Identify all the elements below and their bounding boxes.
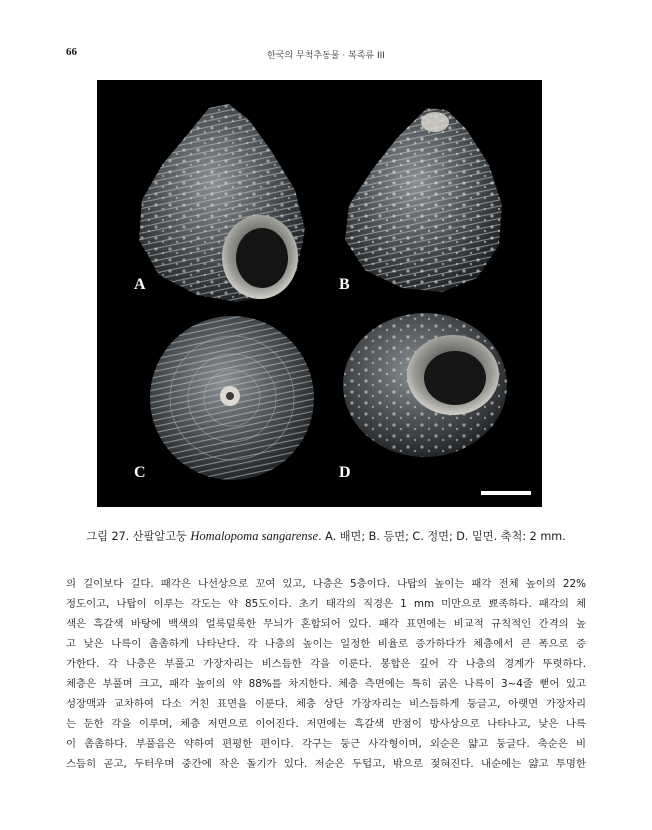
page-number: 66 [66, 46, 77, 58]
scale-bar [481, 491, 531, 495]
body-line: 이 촘촘하다. 부풀음은 약하여 편평한 편이다. 각구는 둥근 사각형이며, 외순은 얇고 둥글다. 축순은 비 [66, 738, 586, 750]
caption-prefix: 그림 27. 산팔알고둥 [86, 530, 191, 543]
body-line: 의 길이보다 길다. 패각은 나선상으로 꼬여 있고, 나층은 5층이다. 나탑의 높이는 패각 전체 높이의 22% [66, 578, 586, 590]
shell-photographs [97, 80, 542, 507]
body-line: 가한다. 각 나층은 부풀고 가장자리는 비스듬한 각을 이룬다. 봉합은 깊어 각 나층의 경계가 뚜렷하다. [66, 658, 586, 670]
figure-caption [0, 528, 652, 544]
panel-label-a: A [134, 276, 146, 293]
figure-plate [97, 80, 542, 507]
shell-c [150, 316, 314, 480]
shell-d [343, 313, 507, 457]
body-paragraph [66, 574, 586, 774]
shell-b [345, 108, 502, 292]
panel-label-d: D [339, 464, 351, 481]
body-line: 고 낮은 나륵이 촘촘하게 나타난다. 각 나층의 높이는 일정한 비율로 증가하다가 체층에서 큰 폭으로 증 [66, 638, 586, 650]
caption-suffix: . A. 배면; B. 등면; C. 정면; D. 밑면. 축척: 2 mm. [318, 530, 566, 543]
running-title: 한국의 무척추동물 · 복족류 III [267, 51, 385, 61]
body-line: 색은 흑갈색 바탕에 백색의 얼룩덜룩한 무늬가 혼합되어 있다. 패각 표면에는 비교적 규칙적인 간격의 높 [66, 618, 586, 630]
body-line: 는 둔한 각을 이루며, 체층 저면으로 이어진다. 저면에는 흑갈색 반점이 방사상으로 나타나고, 낮은 나륵 [66, 718, 586, 730]
panel-label-b: B [339, 276, 350, 293]
caption-species: Homalopoma sangarense [190, 529, 319, 543]
panel-label-c: C [134, 464, 146, 481]
body-line: 체층은 부풀며 크고, 패각 높이의 약 88%를 차지한다. 체층 측면에는 특히 굵은 나륵이 3~4줄 뻗어 있고 [66, 678, 586, 690]
body-line: 스듬히 곧고, 두터우며 중간에 작은 돌기가 있다. 저순은 두텁고, 밖으로 젖혀진다. 내순에는 얇고 투명한 [66, 758, 586, 770]
body-line: 성장맥과 교차하여 다소 거친 표면을 이룬다. 체층 상단 가장자리는 비스듬하게 둥글고, 아랫면 가장자리 [66, 698, 586, 710]
shell-a [139, 104, 305, 302]
body-line: 정도이고, 나탑이 이루는 각도는 약 85도이다. 초기 태각의 직경은 1 mm 미만으로 뾰족하다. 패각의 체 [66, 598, 586, 610]
